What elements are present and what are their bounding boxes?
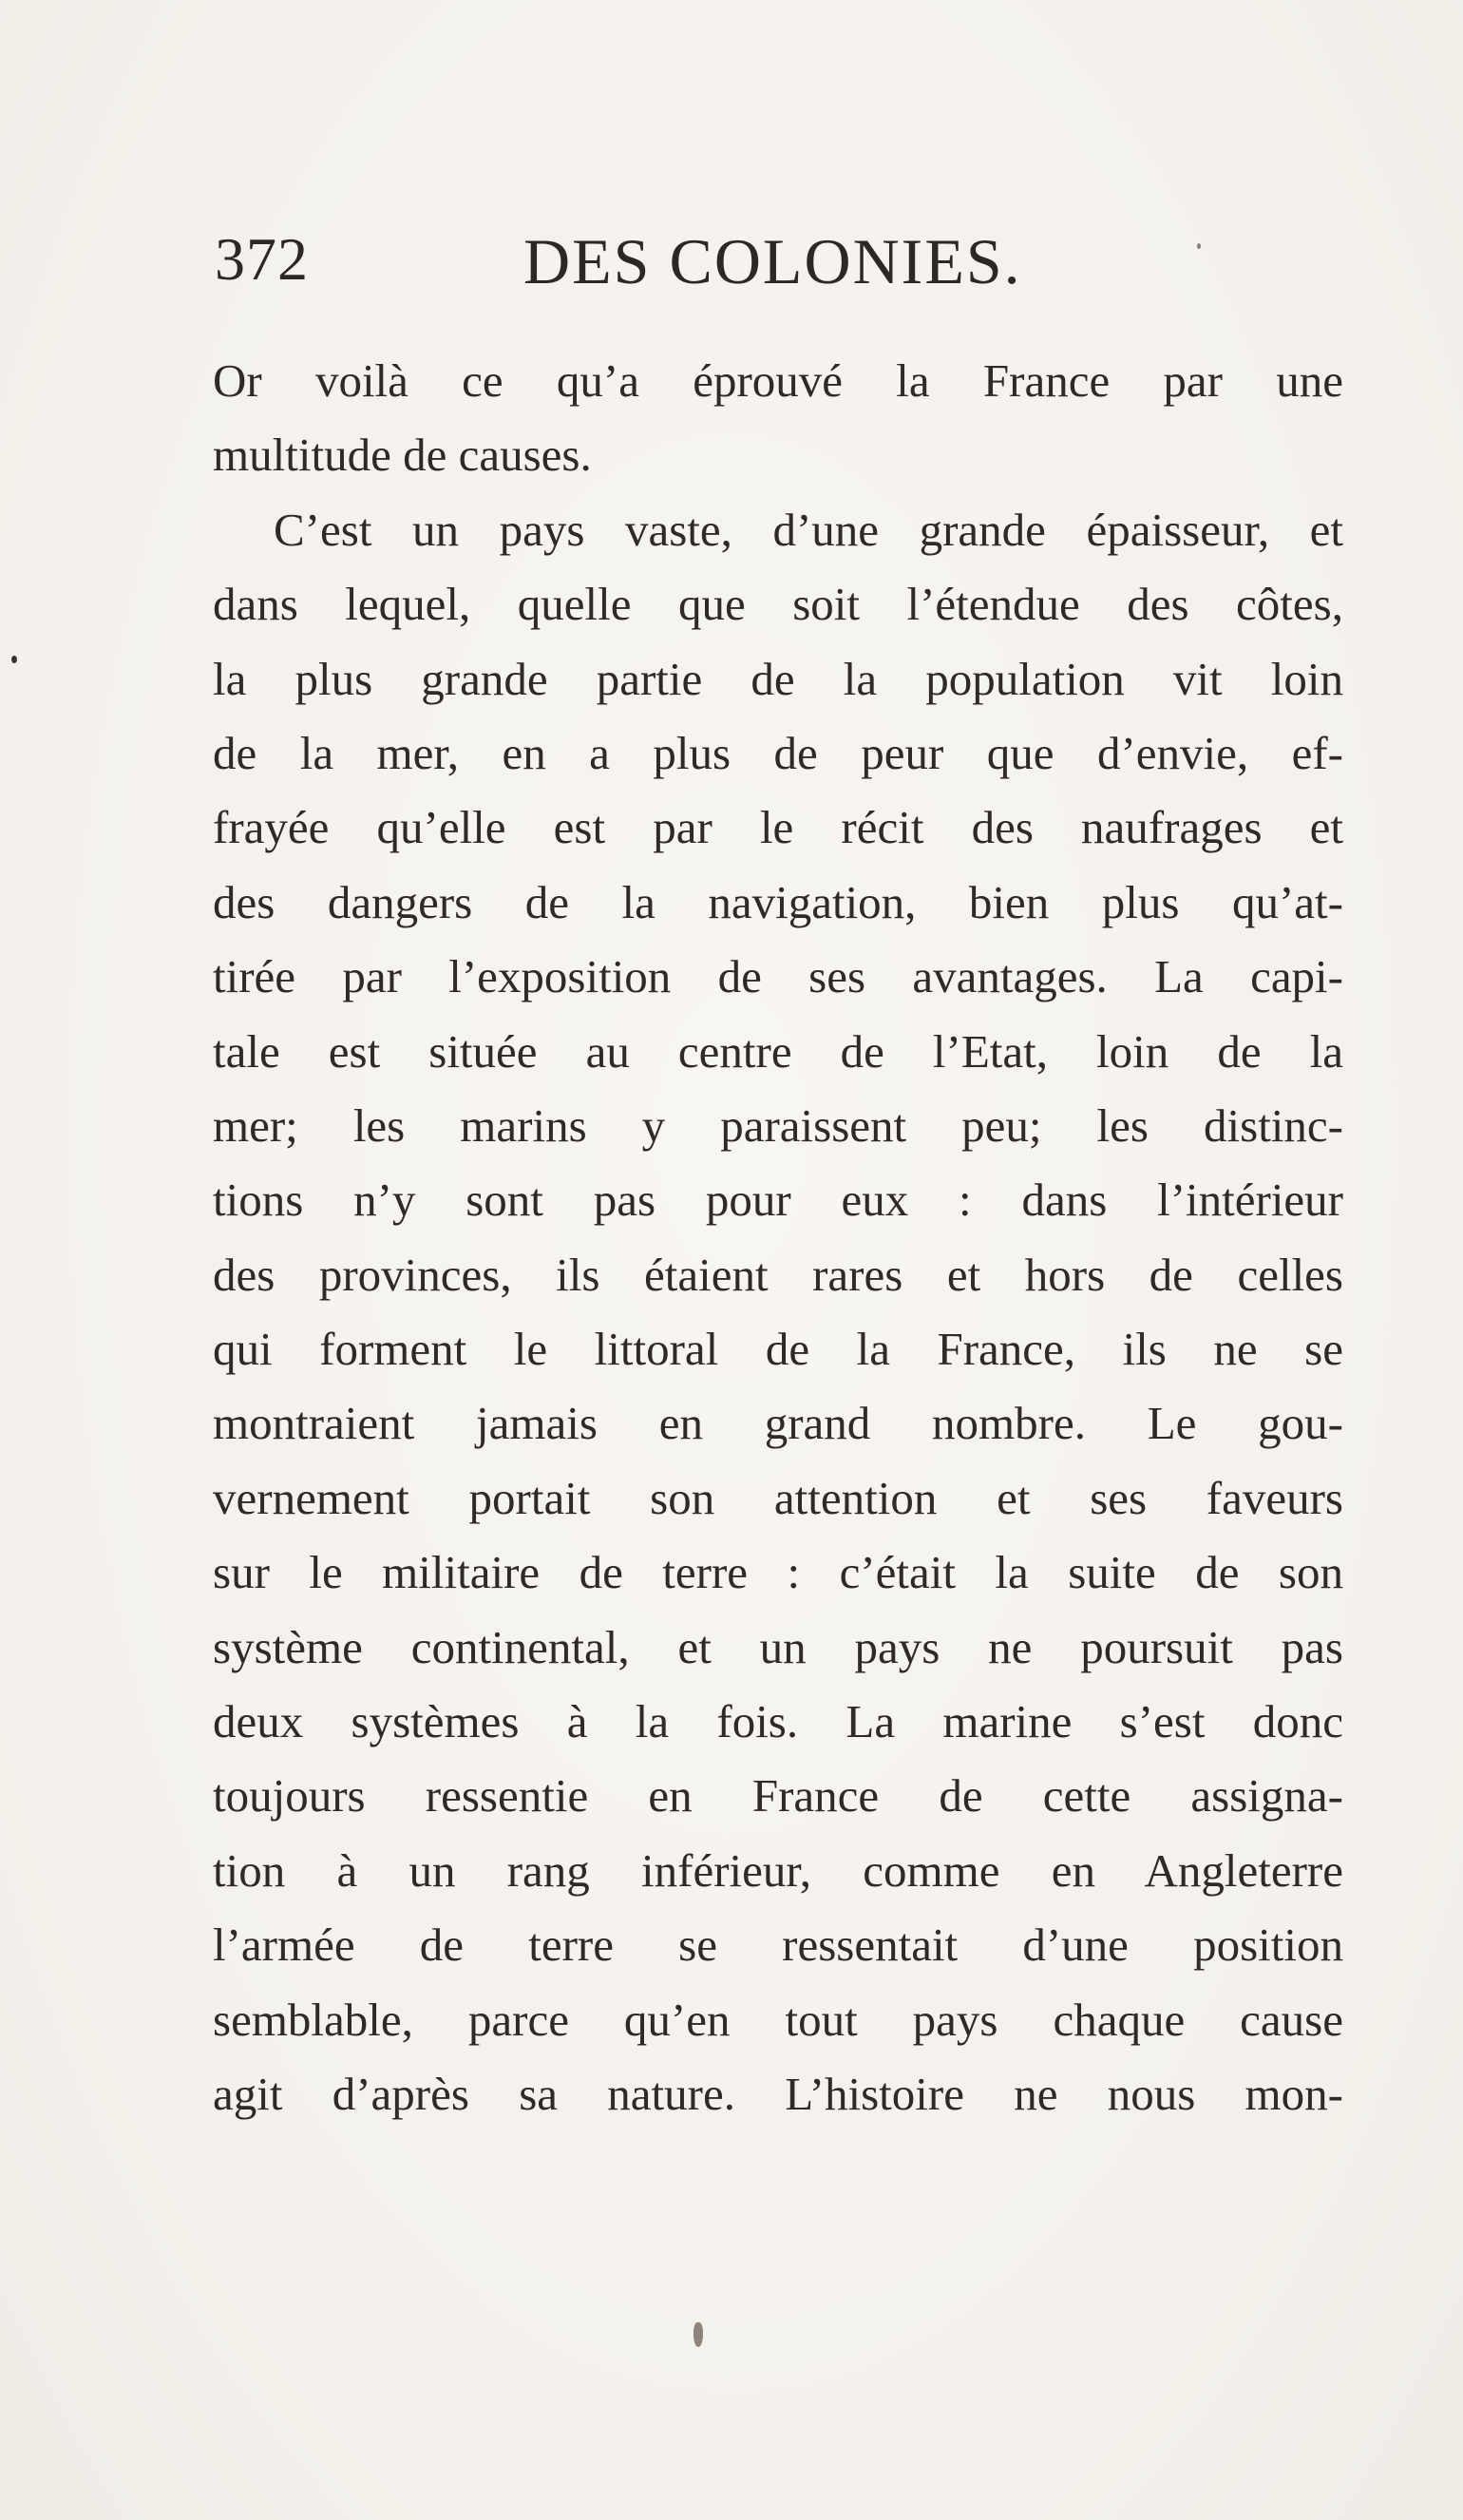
ink-speck — [11, 656, 17, 663]
text-line: multitude de causes. — [213, 429, 592, 482]
text-line: C’est un pays vaste, d’une grande épaisseur, et — [274, 503, 1343, 556]
text-line: mer; les marins y paraissent peu; les distinc- — [213, 1098, 1343, 1152]
text-line: de la mer, en a plus de peur que d’envie, ef- — [213, 726, 1343, 779]
text-line: vernement portait son attention et ses faveurs — [213, 1471, 1343, 1524]
running-title: DES COLONIES. — [523, 225, 1022, 297]
text-line: tirée par l’exposition de ses avantages. La capi- — [213, 950, 1343, 1003]
text-line: sur le militaire de terre : c’était la suite de son — [213, 1546, 1343, 1599]
text-line: agit d’après sa nature. L’histoire ne nous mon- — [213, 2067, 1343, 2120]
ink-speck — [1197, 243, 1201, 249]
text-line: deux systèmes à la fois. La marine s’est donc — [213, 1695, 1343, 1748]
text-line: tion à un rang inférieur, comme en Angleterre — [213, 1843, 1343, 1897]
body-text — [213, 344, 1343, 2131]
text-line: dans lequel, quelle que soit l’étendue des côtes, — [213, 578, 1343, 631]
text-line: Or voilà ce qu’a éprouvé la France par une — [213, 354, 1343, 407]
text-line: des dangers de la navigation, bien plus qu’at- — [213, 875, 1343, 928]
text-line: semblable, parce qu’en tout pays chaque cause — [213, 1993, 1343, 2046]
text-line: frayée qu’elle est par le récit des naufrages et — [213, 801, 1343, 854]
text-line: montraient jamais en grand nombre. Le gou- — [213, 1397, 1343, 1450]
ink-speck — [694, 2322, 703, 2347]
text-line: toujours ressentie en France de cette assigna- — [213, 1769, 1343, 1823]
text-line: qui forment le littoral de la France, ils ne se — [213, 1323, 1343, 1376]
running-head — [215, 224, 1336, 310]
text-line: système continental, et un pays ne poursuit pas — [213, 1620, 1343, 1673]
text-line: tions n’y sont pas pour eux : dans l’intérieur — [213, 1174, 1343, 1227]
text-line: la plus grande partie de la population vit loin — [213, 652, 1343, 705]
text-line: tale est située au centre de l’Etat, loin de la — [213, 1024, 1343, 1078]
page-number: 372 — [215, 225, 309, 293]
text-line: des provinces, ils étaient rares et hors de celles — [213, 1248, 1343, 1301]
text-line: l’armée de terre se ressentait d’une position — [213, 1919, 1343, 1972]
